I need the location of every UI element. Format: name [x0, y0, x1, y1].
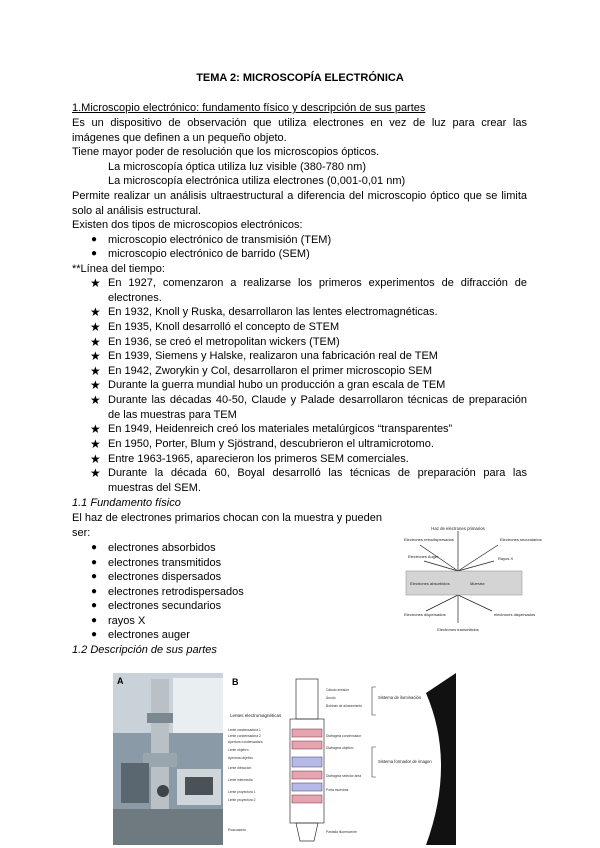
- timeline-item: Entre 1963-1965, aparecieron los primeros SEM comerciales.: [108, 453, 409, 465]
- bullet-icon: ●: [91, 557, 98, 568]
- list-item: electrones absorbidos: [108, 542, 216, 554]
- star-icon: ★: [90, 276, 101, 290]
- paragraph-line: Tiene mayor poder de resolución que los microscopios ópticos.: [72, 146, 380, 158]
- timeline-item: En 1949, Heidenreich creó los materiales metalúrgicos “transparentes”: [108, 423, 453, 435]
- photo-knob: [157, 785, 169, 797]
- right-label: Porta muestras: [326, 788, 349, 792]
- star-icon: ★: [90, 349, 101, 363]
- bullet-icon: ●: [91, 542, 98, 553]
- arrow: [424, 561, 458, 571]
- right-label: Cátodo emisión: [326, 688, 349, 692]
- label-sistema-formador: Sistema formador de imagen: [378, 759, 432, 764]
- label-muestra: Muestra: [470, 581, 485, 586]
- section-1-2-heading: 1.2 Descripción de sus partes: [72, 644, 217, 656]
- photo-floor: [113, 809, 223, 845]
- microscope-photo: [113, 673, 223, 845]
- left-label: Apertura objetivo: [228, 756, 253, 760]
- label-lentes: Lentes electromagnéticas: [230, 713, 282, 718]
- lens-block: [292, 757, 322, 767]
- paragraph-line: Es un dispositivo de observación que utiliza electrones en vez de luz para crear las: [72, 117, 527, 129]
- timeline-item-cont: de las muestras para TEM: [108, 409, 237, 421]
- panel-b-label: B: [232, 677, 239, 687]
- right-label: Bobinas de alineamiento: [326, 704, 363, 708]
- left-label: Lente condensadora 2: [228, 734, 261, 738]
- lens-block: [292, 771, 322, 779]
- list-item: electrones transmitidos: [108, 557, 222, 569]
- timeline-item: Durante la guerra mundial hubo un producción a gran escala de TEM: [108, 379, 446, 391]
- right-label: Diafragma objetivo: [326, 746, 354, 750]
- list-item: rayos X: [108, 615, 146, 627]
- label-retro: Electrones retrodispersados: [404, 537, 454, 542]
- list-item: microscopio electrónico de barrido (SEM): [108, 248, 310, 260]
- timeline-item: Durante la década 60, Boyal desarrolló las técnicas de preparación para las: [108, 467, 527, 479]
- section-1-1-heading: 1.1 Fundamento físico: [72, 497, 181, 509]
- right-label: Diafragma selector área: [326, 774, 362, 778]
- paragraph-line: El haz de electrones primarios chocan con la muestra y pueden: [72, 512, 383, 524]
- timeline-item-cont: electrones.: [108, 292, 162, 304]
- bullet-icon: ●: [91, 586, 98, 597]
- timeline-item: En 1942, Zworykin y Col, desarrollaron el primer microscopio SEM: [108, 365, 433, 377]
- page-title: TEMA 2: MICROSCOPÍA ELECTRÓNICA: [196, 72, 404, 84]
- photo-window: [173, 678, 223, 733]
- bullet-icon: ●: [91, 615, 98, 626]
- left-label: Lente intermedia: [228, 778, 253, 782]
- left-label: Lente difracción: [228, 766, 252, 770]
- star-icon: ★: [90, 320, 101, 334]
- section-1-heading: 1.Microscopio electrónico: fundamento físico y descripción de sus partes: [72, 102, 426, 114]
- star-icon: ★: [90, 364, 101, 378]
- microscope-column-diagram: [226, 673, 456, 845]
- right-label: Pantalla fluorescente: [326, 830, 357, 834]
- bullet-icon: ●: [91, 234, 98, 245]
- star-icon: ★: [90, 305, 101, 319]
- label-secundarios: Electrones secundarios: [500, 537, 542, 542]
- label-rayos-x: Rayos X: [498, 556, 514, 561]
- left-label: Lente condensadora 1: [228, 728, 261, 732]
- lens-block: [292, 729, 322, 737]
- star-icon: ★: [90, 422, 101, 436]
- label-transmitidos: Electrones transmitidos: [437, 627, 479, 632]
- bullet-icon: ●: [91, 629, 98, 640]
- right-label: Diafragma condensador: [326, 734, 362, 738]
- star-icon: ★: [90, 378, 101, 392]
- timeline-item: En 1936, se creó el metropolitan wickers (TEM): [108, 336, 340, 348]
- paragraph-line: Existen dos tipos de microscopios electrónicos:: [72, 219, 303, 231]
- arrow: [458, 595, 492, 611]
- list-item: electrones retrodispersados: [108, 586, 244, 598]
- bullet-icon: ●: [91, 571, 98, 582]
- electron-resolution-line: La microscopía electrónica utiliza electrones (0,001-0,01 nm): [108, 175, 406, 187]
- timeline-item: En 1927, comenzaron a realizarse los primeros experimentos de difracción de: [108, 277, 527, 289]
- left-label: Lente objetivo: [228, 748, 249, 752]
- list-item: electrones auger: [108, 629, 190, 641]
- timeline-item: En 1939, Siemens y Halske, realizaron una fabricación real de TEM: [108, 350, 438, 362]
- lens-block: [292, 741, 322, 749]
- label-auger: Electrones Auger: [408, 554, 439, 559]
- label-absorbidos: Electrones absorbidos: [410, 581, 450, 586]
- timeline-item: En 1932, Knoll y Ruska, desarrollaron las lentes electromagnéticas.: [108, 306, 438, 318]
- list-item: electrones dispersados: [108, 571, 222, 583]
- paragraph-line: ser:: [72, 527, 91, 539]
- photo-cabinet: [121, 763, 149, 803]
- label-dispersados-left: Electrones dispersados: [404, 612, 446, 617]
- bullet-icon: ●: [91, 600, 98, 611]
- bullet-icon: ●: [91, 248, 98, 259]
- arrow: [426, 595, 458, 611]
- left-label: Apertura condensadora: [228, 740, 263, 744]
- lens-block: [292, 795, 322, 803]
- arrow: [458, 561, 494, 571]
- timeline-item: Durante las décadas 40-50, Claude y Palade desarrollaron técnicas de preparación: [108, 394, 527, 406]
- arrow: [458, 545, 498, 571]
- list-item: microscopio electrónico de transmisión (TEM): [108, 234, 332, 246]
- electron-interaction-diagram: [398, 523, 542, 633]
- paragraph-line: solo al análisis estructural.: [72, 205, 202, 217]
- optical-resolution-line: La microscopía óptica utiliza luz visible (380-780 nm): [108, 161, 367, 173]
- star-icon: ★: [90, 335, 101, 349]
- label-sistema-iluminacion: Sistema de iluminación: [378, 695, 422, 700]
- timeline-item-cont: muestras del SEM.: [108, 482, 201, 494]
- left-label: Lente proyectora 2: [228, 798, 256, 802]
- timeline-label: **Línea del tiempo:: [72, 263, 165, 275]
- timeline-item: En 1950, Porter, Blum y Sjöstrand, descubrieron el ultramicrotomo.: [108, 438, 434, 450]
- star-icon: ★: [90, 466, 101, 480]
- right-label: Ánodo: [326, 696, 336, 700]
- left-label: Lente proyectora 1: [228, 790, 256, 794]
- label-evacuacion: Evacuación: [228, 828, 247, 832]
- photo-monitor: [185, 777, 213, 795]
- label-primary: Haz de electrones primarios: [431, 526, 485, 531]
- lens-block: [292, 783, 322, 791]
- star-icon: ★: [90, 452, 101, 466]
- paragraph-line: Permite realizar un análisis ultraestructural a diferencia del microscopio óptico que se limita: [72, 190, 527, 202]
- label-dispersados-right: electrones dispersados: [494, 612, 536, 617]
- star-icon: ★: [90, 437, 101, 451]
- list-item: electrones secundarios: [108, 600, 222, 612]
- panel-a-label: A: [117, 676, 124, 686]
- timeline-item: En 1935, Knoll desarrolló el concepto de STEM: [108, 321, 340, 333]
- paragraph-line: imágenes que definen a un pequeño objeto.: [72, 132, 287, 144]
- star-icon: ★: [90, 393, 101, 407]
- microscope-part: [147, 713, 173, 723]
